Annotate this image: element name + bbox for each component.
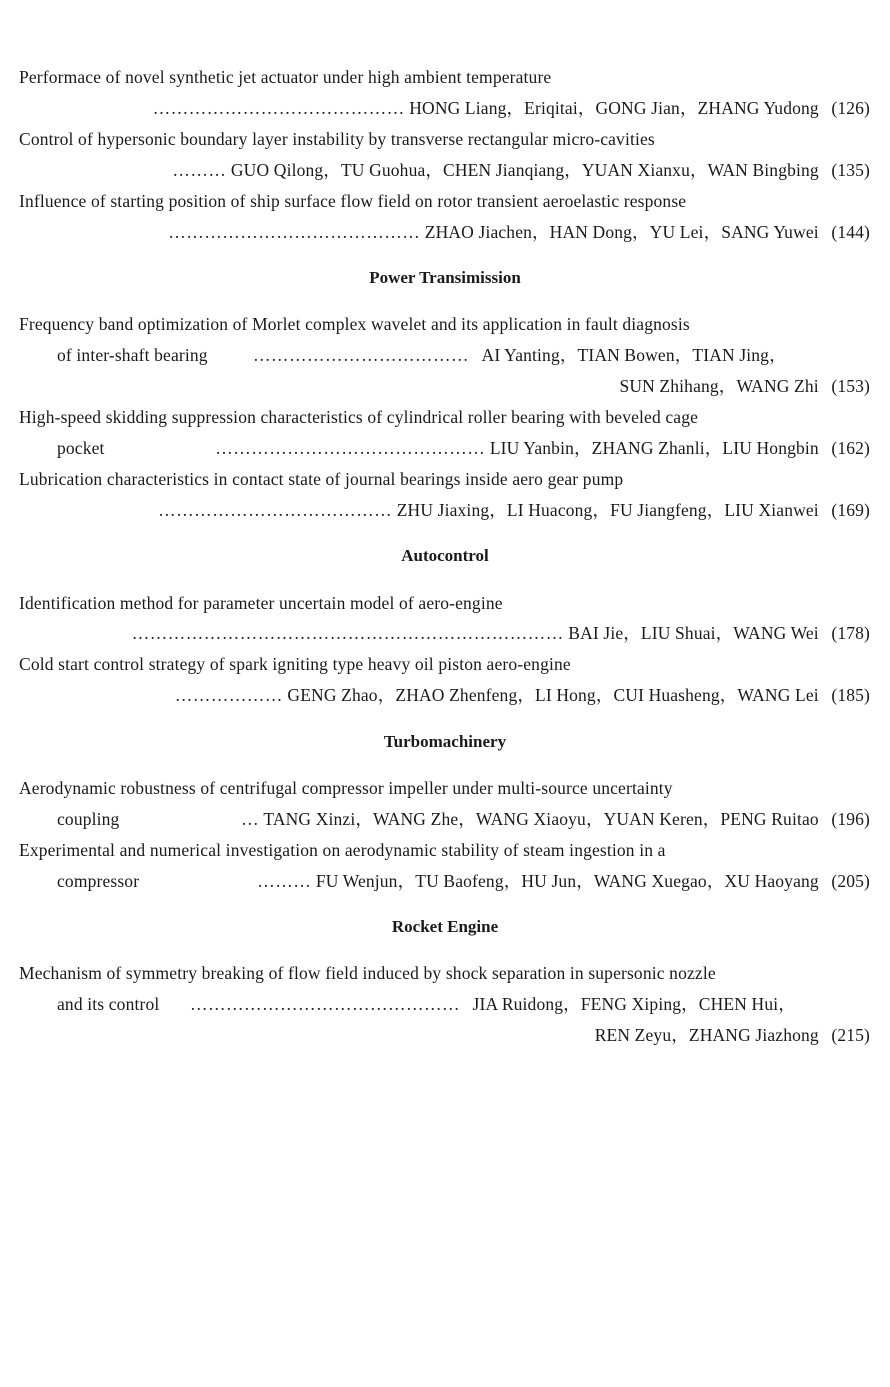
toc-entry-authors-continuation: REN Zeyu，ZHANG Jiazhong <box>594 1025 819 1045</box>
toc-entry-authors: ZHU Jiaxing，LI Huacong，FU Jiangfeng，LIU Xianwei <box>396 500 819 520</box>
toc-entry-authors: JIA Ruidong，FENG Xiping，CHEN Hui， <box>472 994 796 1014</box>
toc-entry-title: Mechanism of symmetry breaking of flow field induced by shock separation in supersonic nozzle <box>19 963 716 983</box>
toc-entry-page-number: (178) <box>831 623 870 643</box>
toc-entry-title: Identification method for parameter uncertain model of aero-engine <box>19 593 503 613</box>
toc-entry-authors-line <box>175 685 870 705</box>
toc-entry-title: Lubrication characteristics in contact state of journal bearings inside aero gear pump <box>19 469 624 489</box>
toc-entry-title-continuation-line <box>57 994 159 1014</box>
leader-dots: ……… <box>172 160 227 180</box>
toc-entry-authors-line <box>257 871 870 891</box>
toc-entry-title: Cold start control strategy of spark igniting type heavy oil piston aero-engine <box>19 654 571 674</box>
toc-entry-page-number: (162) <box>831 438 870 458</box>
toc-entry-title-continuation-line <box>57 871 139 891</box>
toc-entry-title-continuation: pocket <box>57 438 105 458</box>
leader-dots: ……………………………… <box>253 345 469 365</box>
toc-entry-authors: FU Wenjun，TU Baofeng，HU Jun，WANG Xuegao，XU Haoyang <box>315 871 819 891</box>
leader-dots: ………………………………… <box>158 500 393 520</box>
toc-entry-authors: BAI Jie，LIU Shuai，WANG Wei <box>568 623 819 643</box>
toc-entry-authors-line <box>172 160 870 180</box>
toc-entry-authors-line <box>253 345 787 365</box>
toc-entry-page-number: (135) <box>831 160 870 180</box>
toc-entry-page-number: (126) <box>831 98 870 118</box>
leader-dots: … <box>241 809 260 829</box>
leader-dots: ……………………………………………………………… <box>131 623 564 643</box>
toc-entry-authors-line <box>190 994 796 1014</box>
toc-entry-authors: HONG Liang，Eriqitai，GONG Jian，ZHANG Yudong <box>409 98 819 118</box>
toc-entry-page-number: (169) <box>831 500 870 520</box>
toc-entry-authors: TANG Xinzi，WANG Zhe，WANG Xiaoyu，YUAN Keren，PENG Ruitao <box>263 809 819 829</box>
leader-dots: …………………………………… <box>168 222 421 242</box>
leader-dots: ……………………………………… <box>215 438 486 458</box>
toc-entry-page-number: (185) <box>831 685 870 705</box>
toc-entry-title: High-speed skidding suppression characteristics of cylindrical roller bearing with beveled cage <box>19 407 699 427</box>
toc-entry-title-continuation: coupling <box>57 809 120 829</box>
toc-entry-authors-line <box>619 376 870 396</box>
toc-entry-page-number: (215) <box>831 1025 870 1045</box>
leader-dots: ……………………………………… <box>190 994 460 1014</box>
toc-entry-authors: LIU Yanbin，ZHANG Zhanli，LIU Hongbin <box>489 438 819 458</box>
toc-entry-authors: AI Yanting，TIAN Bowen，TIAN Jing， <box>481 345 787 365</box>
toc-entry-authors-line <box>595 1025 870 1045</box>
toc-entry-authors: GENG Zhao，ZHAO Zhenfeng，LI Hong，CUI Huasheng，WANG Lei <box>287 685 819 705</box>
toc-entry-title-continuation-line <box>57 809 119 829</box>
toc-entry-page-number: (196) <box>831 809 870 829</box>
leader-dots: …………………………………… <box>152 98 405 118</box>
toc-entry-title-continuation-line <box>57 345 208 365</box>
section-heading: Turbomachinery <box>383 732 507 751</box>
section-heading: Power Transimission <box>369 268 521 287</box>
toc-entry-title: Frequency band optimization of Morlet complex wavelet and its application in fault diagnosis <box>19 314 690 334</box>
leader-dots: ……… <box>257 871 312 891</box>
toc-entry-title-continuation: of inter-shaft bearing <box>57 345 208 365</box>
toc-entry-authors-line <box>158 500 870 520</box>
toc-entry-authors-line <box>168 222 870 242</box>
toc-entry-authors-line <box>153 98 870 118</box>
toc-entry-title: Influence of starting position of ship surface flow field on rotor transient aeroelastic response <box>19 191 687 211</box>
toc-entry-page-number: (153) <box>831 376 870 396</box>
toc-entry-title-continuation-line <box>57 438 105 458</box>
toc-entry-authors: ZHAO Jiachen，HAN Dong，YU Lei，SANG Yuwei <box>424 222 819 242</box>
toc-entry-authors: GUO Qilong，TU Guohua，CHEN Jianqiang，YUAN Xianxu，WAN Bingbing <box>230 160 819 180</box>
toc-entry-authors-line <box>215 438 870 458</box>
toc-entry-title: Control of hypersonic boundary layer instability by transverse rectangular micro-cavities <box>19 129 655 149</box>
toc-entry-authors-continuation: SUN Zhihang，WANG Zhi <box>619 376 819 396</box>
toc-entry-title: Aerodynamic robustness of centrifugal compressor impeller under multi-source uncertainty <box>19 778 673 798</box>
section-heading: Rocket Engine <box>391 917 499 936</box>
toc-entry-page-number: (144) <box>831 222 870 242</box>
toc-entry-title: Experimental and numerical investigation on aerodynamic stability of steam ingestion in a <box>19 840 666 860</box>
toc-entry-title-continuation: and its control <box>57 994 160 1014</box>
toc-entry-authors-line <box>132 623 870 643</box>
toc-entry-page-number: (205) <box>831 871 870 891</box>
toc-entry-title: Performace of novel synthetic jet actuator under high ambient temperature <box>19 67 552 87</box>
toc-entry-title-continuation: compressor <box>57 871 140 891</box>
section-heading: Autocontrol <box>401 546 489 565</box>
toc-entry-authors-line <box>241 809 870 829</box>
leader-dots: ……………… <box>174 685 283 705</box>
